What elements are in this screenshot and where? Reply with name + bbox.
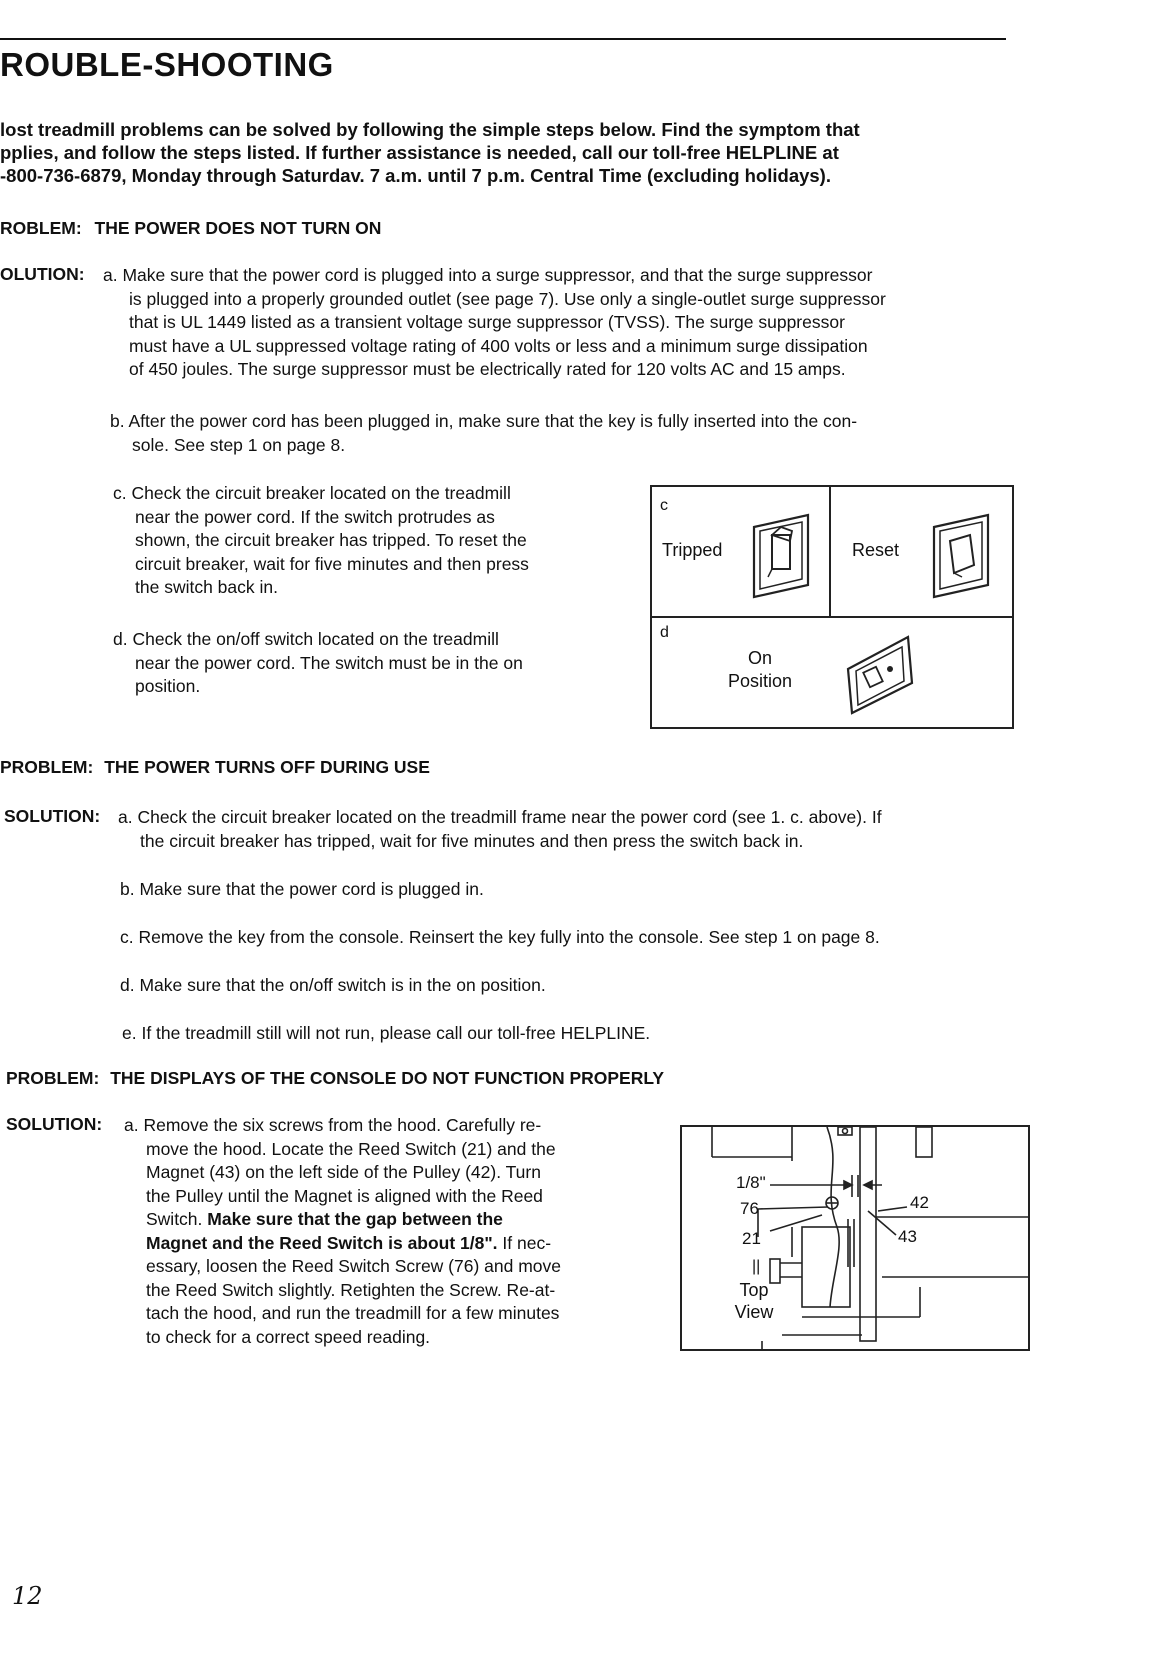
text-line	[124, 1232, 561, 1256]
text-line: d. Check the on/off switch located on the treadmill	[113, 629, 499, 649]
view-label: View	[734, 1302, 774, 1322]
top-label: Top	[739, 1280, 769, 1300]
page-number: 12	[12, 1582, 43, 1610]
solution-1a	[103, 264, 1003, 382]
double-bar-mark: ||	[752, 1258, 761, 1275]
tripped-switch-icon	[748, 511, 818, 601]
callout-21: 21	[742, 1229, 761, 1248]
text-line: of 450 joules. The surge suppressor must be electrically rated for 120 volts AC and 15 amps.	[129, 359, 846, 379]
problem-label: PROBLEM:	[0, 757, 94, 777]
text-line: the circuit breaker has tripped, wait for five minutes and then press the switch back in.	[140, 830, 804, 851]
text-line: a. Make sure that the power cord is plugged into a surge suppressor, and that the surge suppressor	[103, 265, 873, 285]
solution-label-3: SOLUTION:	[6, 1114, 103, 1134]
text-line: essary, loosen the Reed Switch Screw (76) and move	[146, 1256, 562, 1276]
text-line: must have a UL suppressed voltage rating of 400 volts or less and a minimum surge dissipation	[129, 335, 868, 356]
problem-heading-1	[0, 218, 381, 239]
text-span: If nec-	[502, 1232, 552, 1253]
top-view-label	[722, 1279, 786, 1323]
text-line: tach the hood, and run the treadmill for a few minutes	[146, 1303, 560, 1323]
text-line: to check for a correct speed reading.	[146, 1326, 431, 1347]
text-line: position.	[135, 676, 201, 696]
callout-76: 76	[740, 1199, 759, 1218]
top-rule	[0, 38, 1006, 40]
bold-warning: Make sure that the gap between the	[207, 1209, 503, 1229]
solution-2e: e. If the treadmill still will not run, please call our toll-free HELPLINE.	[122, 1023, 651, 1043]
figure-divider	[652, 616, 1012, 618]
on-label: On	[747, 648, 772, 668]
text-line: move the hood. Locate the Reed Switch (21) and the	[146, 1138, 556, 1159]
intro-line: -800-736-6879, Monday through Saturdav. 7 a.m. until 7 p.m. Central Time (excluding holidays).	[0, 165, 831, 186]
switch-figure	[650, 485, 1014, 729]
text-line: Magnet (43) on the left side of the Pulley (42). Turn	[146, 1162, 541, 1182]
text-line: sole. See step 1 on page 8.	[132, 434, 346, 455]
solution-3a	[124, 1114, 561, 1349]
page-title: ROUBLE-SHOOTING	[0, 46, 334, 83]
solution-1b	[110, 410, 857, 457]
text-line: a. Remove the six screws from the hood. Carefully re-	[124, 1115, 542, 1135]
on-position-label	[710, 647, 810, 693]
solution-2d: d. Make sure that the on/off switch is in the on position.	[120, 975, 546, 995]
problem-heading-2	[0, 757, 430, 778]
text-line: a. Check the circuit breaker located on the treadmill frame near the power cord (see 1. c. above). If	[118, 807, 882, 827]
figure-divider	[829, 487, 831, 616]
solution-2b: b. Make sure that the power cord is plugged in.	[120, 879, 484, 899]
problem-label: ROBLEM:	[0, 218, 82, 238]
text-line: the switch back in.	[135, 577, 278, 597]
reed-switch-figure	[680, 1125, 1030, 1351]
tripped-label: Tripped	[662, 540, 723, 560]
solution-2c: c. Remove the key from the console. Reinsert the key fully into the console. See step 1 on page 8.	[120, 927, 880, 947]
text-line: shown, the circuit breaker has tripped. To reset the	[135, 530, 527, 550]
intro-paragraph	[0, 118, 960, 187]
intro-line: lost treadmill problems can be solved by following the simple steps below. Find the symptom that	[0, 119, 860, 140]
position-label: Position	[727, 671, 793, 691]
solution-label-1: OLUTION:	[0, 264, 85, 284]
text-line: b. After the power cord has been plugged in, make sure that the key is fully inserted into the con-	[110, 411, 858, 431]
text-line: the Pulley until the Magnet is aligned with the Reed	[146, 1185, 543, 1206]
callout-43: 43	[898, 1227, 917, 1246]
reset-switch-icon	[928, 511, 998, 601]
solution-1c	[113, 482, 529, 600]
problem-heading-3	[6, 1068, 664, 1089]
problem-text: THE POWER DOES NOT TURN ON	[94, 218, 382, 238]
text-line: near the power cord. If the switch protrudes as	[135, 506, 495, 527]
callout-42: 42	[910, 1193, 929, 1212]
text-line	[124, 1208, 561, 1232]
solution-1d	[113, 628, 523, 699]
text-line: the Reed Switch slightly. Retighten the Screw. Re-at-	[146, 1279, 556, 1300]
text-span: Switch.	[146, 1209, 203, 1229]
solution-2a	[118, 806, 882, 853]
problem-text: THE POWER TURNS OFF DURING USE	[104, 757, 430, 777]
problem-label: PROBLEM:	[6, 1068, 100, 1088]
text-line: circuit breaker, wait for five minutes and then press	[135, 553, 529, 574]
reset-label: Reset	[852, 540, 900, 560]
text-line: is plugged into a properly grounded outlet (see page 7). Use only a single-outlet surge suppressor	[129, 288, 886, 309]
figure-label-d: d	[660, 624, 669, 641]
bold-warning: Magnet and the Reed Switch is about 1/8".	[146, 1232, 498, 1253]
intro-line: pplies, and follow the steps listed. If further assistance is needed, call our toll-free HELPLINE at	[0, 142, 839, 163]
figure-label-c: c	[660, 497, 668, 514]
problem-text: THE DISPLAYS OF THE CONSOLE DO NOT FUNCTION PROPERLY	[110, 1068, 665, 1088]
on-off-switch-icon	[842, 633, 922, 719]
text-line: c. Check the circuit breaker located on the treadmill	[113, 483, 511, 503]
text-line: that is UL 1449 listed as a transient voltage surge suppressor (TVSS). The surge suppressor	[129, 312, 845, 332]
solution-label-2: SOLUTION:	[4, 806, 101, 826]
gap-label: 1/8"	[736, 1173, 766, 1192]
text-line: near the power cord. The switch must be in the on	[135, 652, 523, 673]
